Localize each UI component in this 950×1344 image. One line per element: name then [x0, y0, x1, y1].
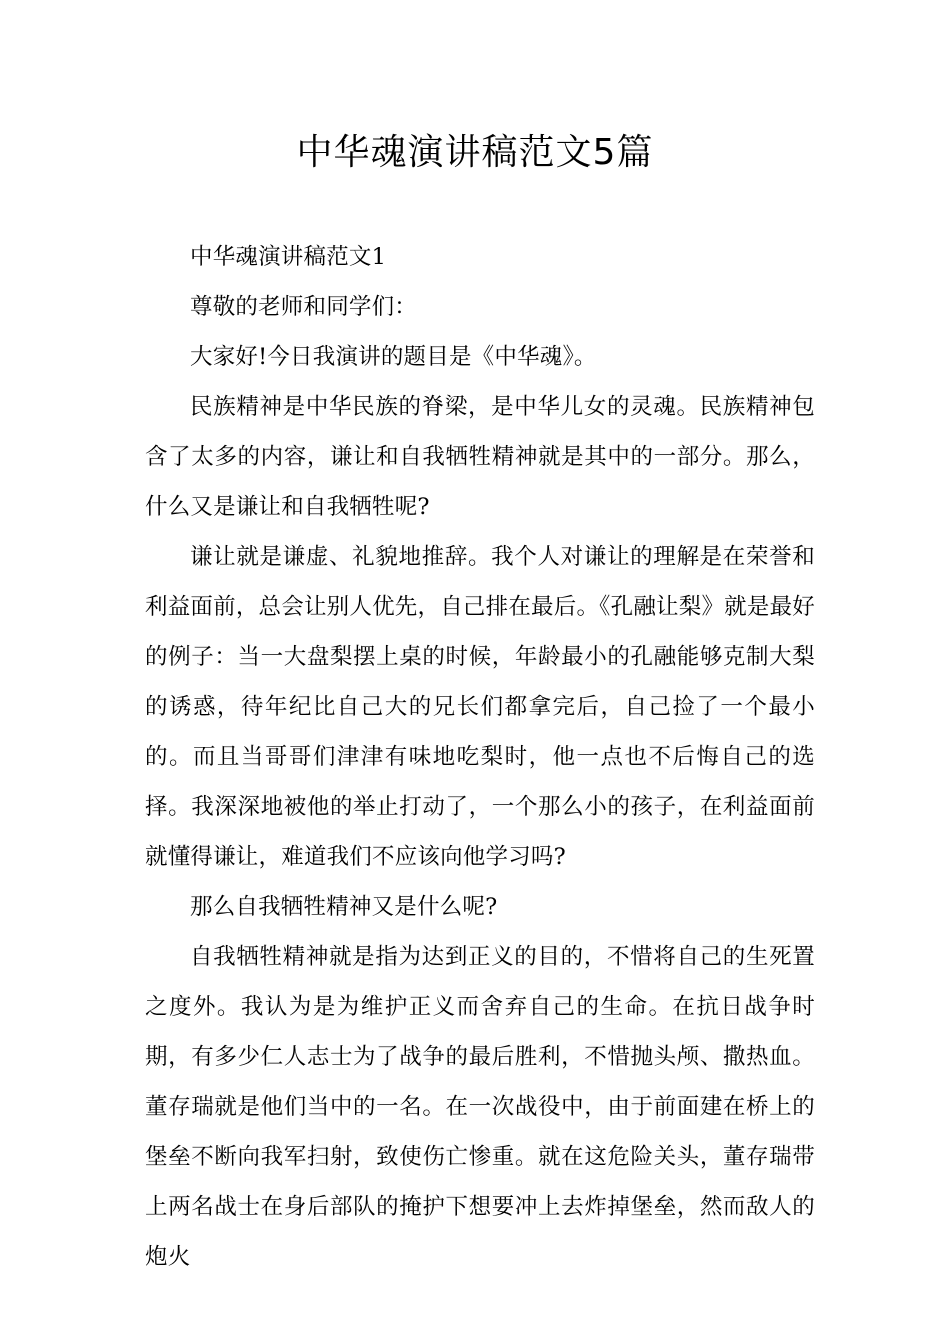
document-title: 中华魂演讲稿范文5篇	[296, 132, 654, 173]
paragraph-self-sacrifice: 自我牺牲精神就是指为达到正义的目的，不惜将自己的生死置之度外。我认为是为维护正义而舍弃自己的生命。在抗日战争时期，有多少仁人志士为了战争的最后胜利，不惜抛头颅、撒热血。董存瑞就是他们当中的一名。在一次战役中，由于前面建在桥上的堡垒不断向我军扫射，致使伤亡惨重。就在这危险关头，董存瑞带上两名战士在身后部队的掩护下想要冲上去炸掉堡垒，然而敌人的炮火	[145, 944, 815, 1270]
paragraph-section-heading: 中华魂演讲稿范文1	[190, 244, 387, 270]
paragraph-self-sacrifice-question: 那么自我牺牲精神又是什么呢?	[190, 894, 498, 920]
paragraph-modesty: 谦让就是谦虚、礼貌地推辞。我个人对谦让的理解是在荣誉和利益面前，总会让别人优先，自己排在最后。《孔融让梨》就是最好的例子：当一大盘梨摆上桌的时候，年龄最小的孔融能够克制大梨的诱惑，待年纪比自己大的兄长们都拿完后，自己捡了一个最小的。而且当哥哥们津津有味地吃梨时，他一点也不后悔自己的选择。我深深地被他的举止打动了，一个那么小的孩子，在利益面前就懂得谦让，难道我们不应该向他学习吗?	[145, 544, 815, 870]
paragraph-salutation: 尊敬的老师和同学们：	[190, 294, 418, 320]
paragraph-greeting: 大家好!今日我演讲的题目是《中华魂》。	[190, 344, 597, 370]
document-body	[145, 232, 815, 1282]
paragraph-national-spirit: 民族精神是中华民族的脊梁，是中华儿女的灵魂。民族精神包含了太多的内容，谦让和自我牺牲精神就是其中的一部分。那么，什么又是谦让和自我牺牲呢?	[145, 394, 815, 520]
